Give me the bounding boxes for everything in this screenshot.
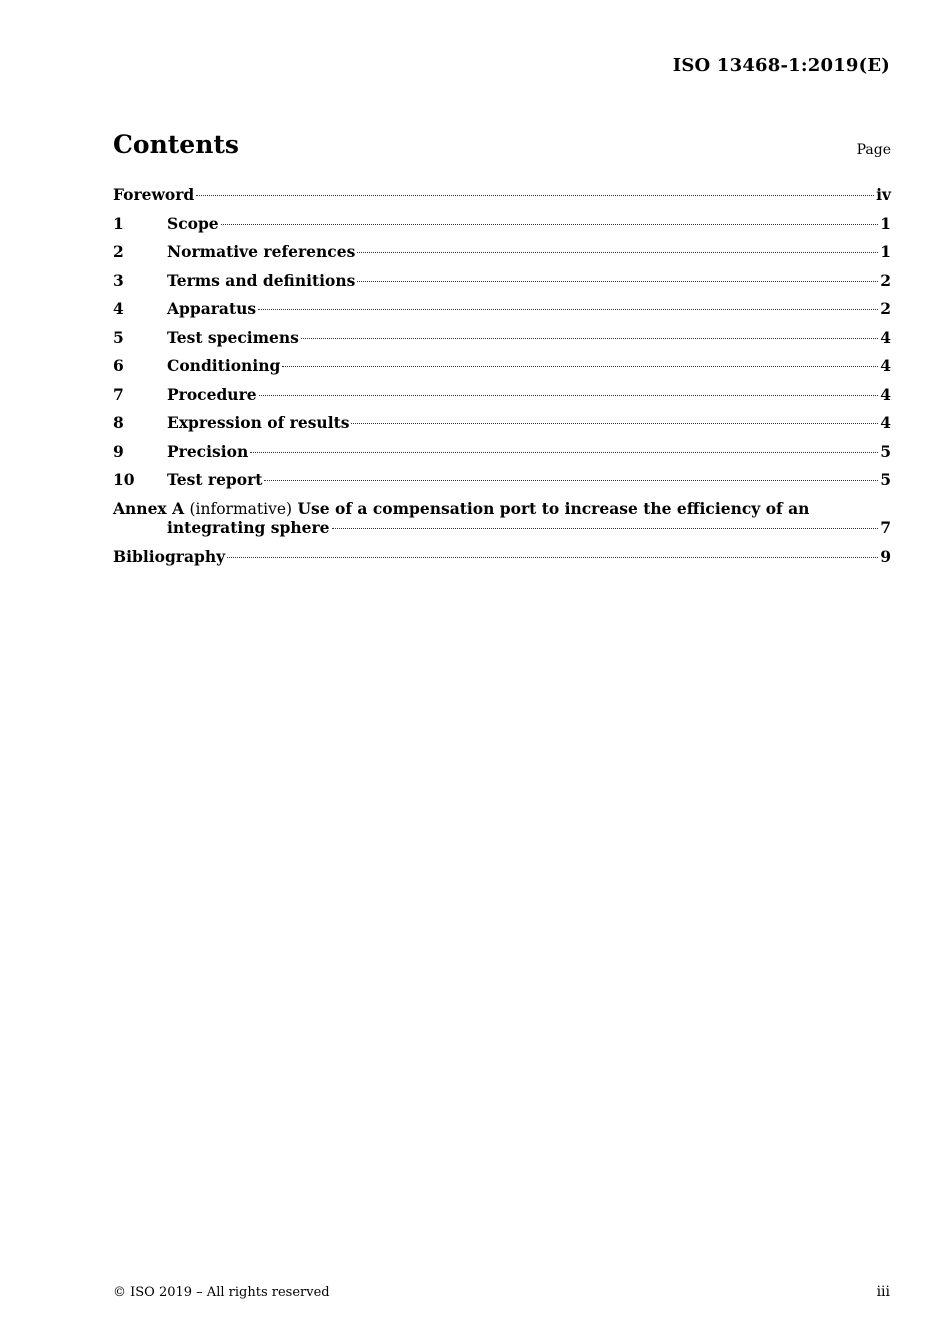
dot-leader: [282, 366, 878, 367]
contents-title: Contents: [113, 130, 240, 159]
toc-entry-title: Apparatus: [167, 299, 257, 318]
toc-entry-normative-references[interactable]: [113, 242, 891, 271]
contents-header: [113, 130, 891, 166]
toc-entry-scope[interactable]: [113, 214, 891, 243]
dot-leader: [357, 252, 878, 253]
page-number: iii: [876, 1284, 890, 1300]
toc-entry-title: Conditioning: [167, 356, 281, 375]
toc-entry-bibliography[interactable]: [113, 547, 891, 576]
toc-entry-test-report[interactable]: [113, 470, 891, 499]
toc-entry-page: 4: [880, 384, 891, 404]
annex-title-line1: Use of a compensation port to increase the efficiency of an: [297, 498, 810, 518]
toc-entry-title: Scope: [167, 213, 219, 233]
copyright-notice: © ISO 2019 – All rights reserved: [113, 1285, 330, 1300]
toc-entry-procedure[interactable]: [113, 385, 891, 414]
toc-entry-expression-of-results[interactable]: [113, 413, 891, 442]
toc-entry-title: Precision: [167, 441, 249, 461]
toc-entry-title: Test specimens: [167, 327, 299, 347]
toc-entry-conditioning[interactable]: [113, 356, 891, 385]
toc-entry-number: 4: [113, 299, 124, 318]
toc-entry-title: Procedure: [167, 384, 257, 404]
toc-entry-page: 4: [880, 327, 891, 347]
toc-entry-number: 7: [113, 384, 124, 404]
toc-entry-number: 8: [113, 413, 124, 432]
annex-qualifier: (informative): [189, 499, 293, 518]
dot-leader: [264, 480, 878, 481]
toc-entry-page: 1: [880, 242, 891, 261]
toc-entry-page: 7: [880, 517, 891, 537]
annex-title-line2: integrating sphere: [167, 517, 330, 537]
toc-entry-annex-a[interactable]: [113, 499, 891, 547]
toc-entry-page: 1: [880, 213, 891, 233]
toc-entry-page: 4: [880, 356, 891, 375]
table-of-contents: [113, 185, 891, 575]
annex-label: Annex A: [113, 498, 185, 518]
dot-leader: [221, 224, 879, 225]
page-column-label: Page: [856, 142, 891, 158]
toc-entry-page: 2: [880, 299, 891, 318]
dot-leader: [258, 309, 878, 310]
annex-heading-line: [113, 499, 891, 518]
toc-entry-title: Expression of results: [167, 413, 350, 432]
toc-entry-title: Normative references: [167, 242, 356, 261]
dot-leader: [351, 423, 878, 424]
dot-leader: [227, 557, 878, 558]
dot-leader: [332, 528, 879, 529]
toc-entry-page: 5: [880, 441, 891, 461]
toc-entry-precision[interactable]: [113, 442, 891, 471]
toc-entry-title: Bibliography: [113, 546, 226, 566]
toc-entry-title: Test report: [167, 470, 263, 489]
toc-entry-title: Terms and definitions: [167, 270, 356, 290]
toc-entry-title: Foreword: [113, 185, 195, 204]
toc-entry-number: 1: [113, 213, 124, 233]
toc-entry-page: 9: [880, 546, 891, 566]
dot-leader: [301, 338, 878, 339]
document-identifier: ISO 13468-1:2019(E): [672, 55, 890, 76]
toc-entry-page: 2: [880, 270, 891, 290]
toc-entry-page: 5: [880, 470, 891, 489]
toc-entry-number: 3: [113, 270, 124, 290]
toc-entry-page: iv: [876, 185, 891, 204]
dot-leader: [196, 195, 874, 196]
annex-continuation-line: [113, 518, 891, 547]
toc-entry-terms-and-definitions[interactable]: [113, 271, 891, 300]
toc-entry-apparatus[interactable]: [113, 299, 891, 328]
toc-entry-number: 10: [113, 470, 135, 489]
toc-entry-number: 5: [113, 327, 124, 347]
dot-leader: [250, 452, 878, 453]
toc-entry-test-specimens[interactable]: [113, 328, 891, 357]
toc-entry-number: 2: [113, 242, 124, 261]
toc-entry-page: 4: [880, 413, 891, 432]
dot-leader: [357, 281, 878, 282]
dot-leader: [259, 395, 879, 396]
toc-entry-number: 6: [113, 356, 124, 375]
toc-entry-foreword[interactable]: [113, 185, 891, 214]
toc-entry-number: 9: [113, 441, 124, 461]
